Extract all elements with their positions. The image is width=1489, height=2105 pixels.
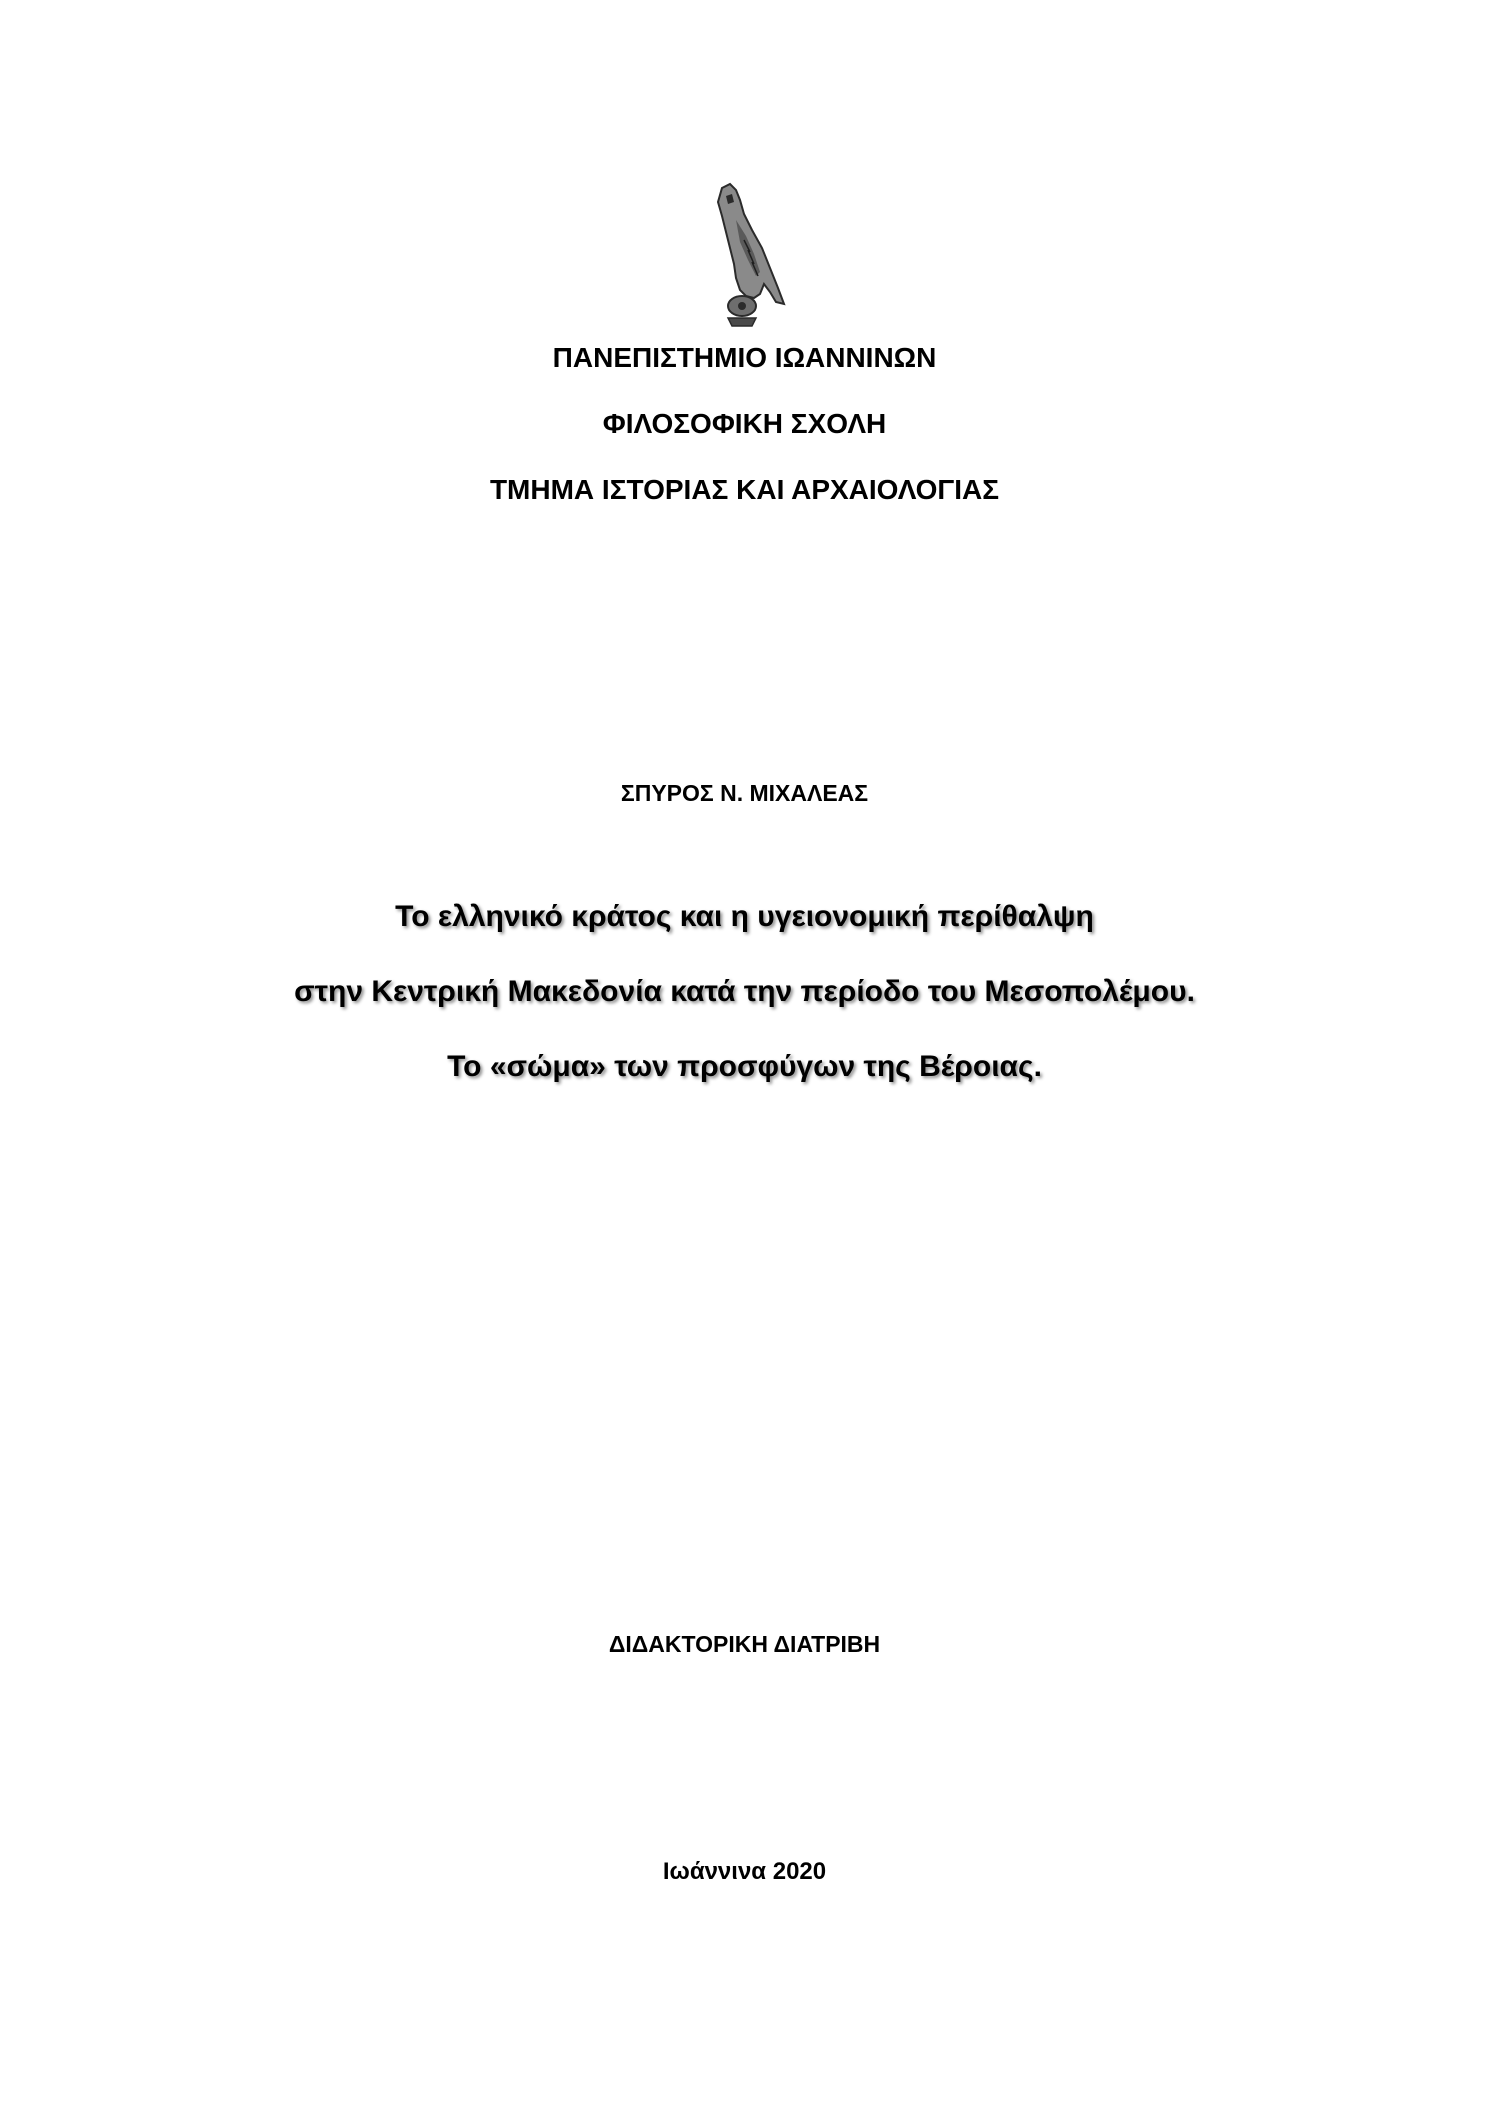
thesis-title-line-3: Το «σώμα» των προσφύγων της Βέροιας. <box>447 1050 1042 1083</box>
department-name: ΤΜΗΜΑ ΙΣΤΟΡΙΑΣ ΚΑΙ ΑΡΧΑΙΟΛΟΓΙΑΣ <box>489 474 1000 505</box>
owl-emblem-icon <box>700 180 790 330</box>
place-and-year: Ιωάννινα 2020 <box>662 1858 827 1885</box>
author-name: ΣΠΥΡΟΣ Ν. ΜΙΧΑΛΕΑΣ <box>620 780 869 806</box>
school-name: ΦΙΛΟΣΟΦΙΚΗ ΣΧΟΛΗ <box>602 408 887 439</box>
thesis-title-line-2: στην Κεντρική Μακεδονία κατά την περίοδο του Μεσοπολέμου. <box>294 975 1195 1008</box>
thesis-title-line-1: Το ελληνικό κράτος και η υγειονομική περίθαλψη <box>395 900 1094 933</box>
document-type: ΔΙΔΑΚΤΟΡΙΚΗ ΔΙΑΤΡΙΒΗ <box>608 1631 881 1657</box>
university-name: ΠΑΝΕΠΙΣΤΗΜΙΟ ΙΩΑΝΝΙΝΩΝ <box>552 342 937 373</box>
